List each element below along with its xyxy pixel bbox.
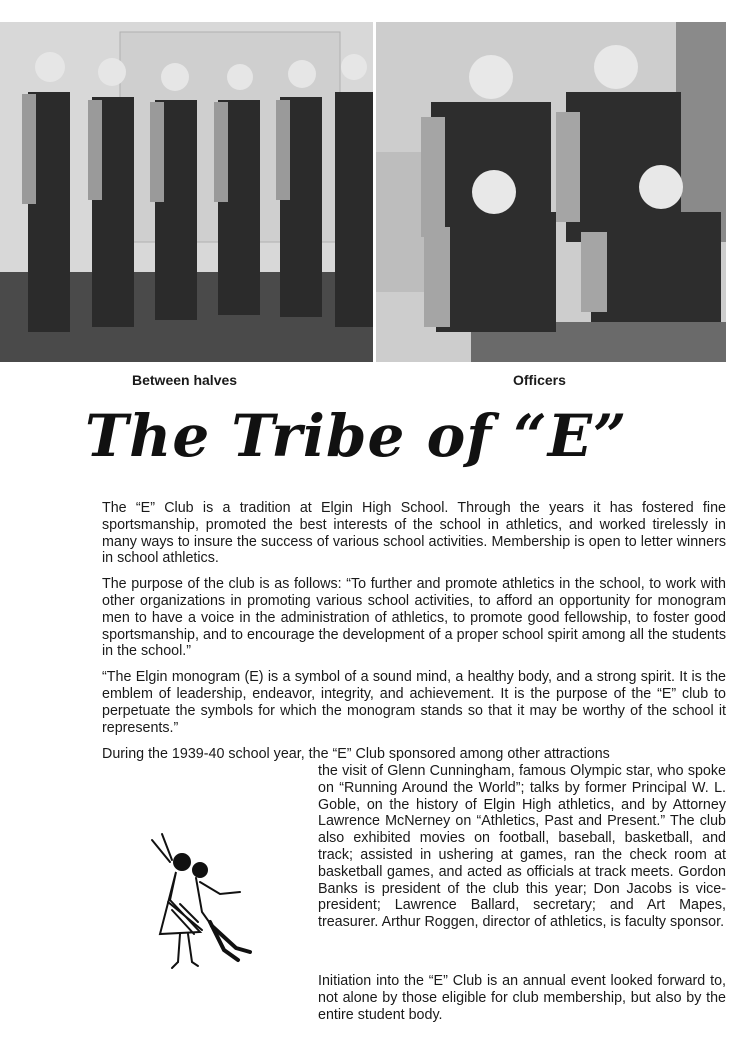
photo-between-halves-image [0, 22, 373, 362]
paragraph-initiation-wrap [318, 973, 726, 1023]
paragraph-monogram-symbol: “The Elgin monogram (E) is a symbol of a sound mind, a healthy body, and a strong spirit. It is the emblem of leadership, endeavor, integrity, and achievement. It is the purpose of the “E” club to perpetuate the symbols for which the monogram stands so that it may be worthy of the school it represents.” [102, 669, 726, 736]
page-title: The Tribe of “E” [85, 402, 628, 470]
photo-officers-image [376, 22, 726, 362]
paragraph-activities: the visit of Glenn Cunningham, famous Olympic star, who spoke on “Running Around the World”; talks by former Principal W. L. Goble, on the history of Elgin High athletics, and by Attorney Lawrence McNerney on “Athletics, Past and Present.” The club also exhibited movies on football, baseball, basketball, and track; assisted in ushering at games, ran the check room at basketball games, and acted as officials at track meets. Gordon Banks is president of the club this year; Don Jacobs is vice-president; Lawrence Ballard, secretary; and Art Mapes, treasurer. Arthur Roggen, director of athletics, is faculty sponsor. [318, 763, 726, 931]
paragraph-activities-intro: During the 1939-40 school year, the “E” Club sponsored among other attractions [102, 746, 610, 762]
photo-officers [376, 22, 726, 362]
photo-between-halves [0, 22, 373, 362]
paragraph-club-tradition: The “E” Club is a tradition at Elgin High School. Through the years it has fostered fine sportsmanship, promoted the best interests of the school in athletics, and worked tirelessly in many ways to insure the success of various school activities. Membership is open to letter winners in school athletics. [102, 500, 726, 567]
paragraph-initiation: Initiation into the “E” Club is an annual event looked forward to, not alone by those eligible for club membership, but also by the entire student body. [318, 973, 726, 1023]
dancing-couple-illustration [140, 822, 260, 982]
paragraph-club-purpose: The purpose of the club is as follows: “To further and promote athletics in the school, to work with other organizations in promoting various school activities, to afford an opportunity for monogram men to have a voice in the administration of athletics, to promote good fellowship, to foster good sportsmanship, and to encourage the development of a proper school spirit among all the students in the school.” [102, 576, 726, 660]
article-body [102, 500, 726, 745]
dancing-couple-drawing [140, 822, 260, 982]
photo-caption-between-halves: Between halves [132, 372, 238, 388]
photo-caption-officers: Officers [513, 372, 566, 388]
